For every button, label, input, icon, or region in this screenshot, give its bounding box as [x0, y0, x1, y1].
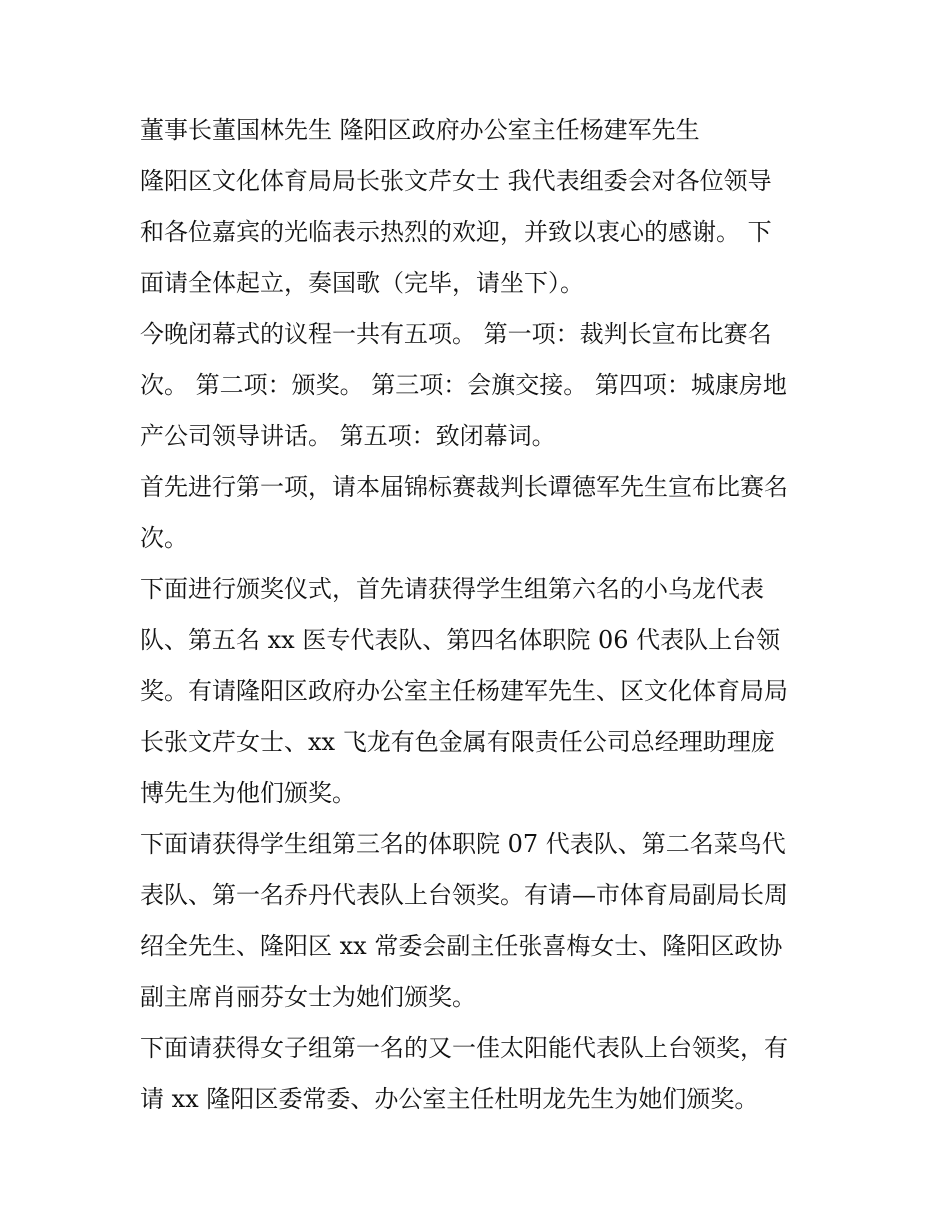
text-line: 博先生为他们颁奖。	[140, 779, 356, 807]
text-line: 请 xx 隆阳区委常委、办公室主任杜明龙先生为她们颁奖。	[140, 1085, 759, 1113]
text-line: 次。	[140, 524, 188, 552]
text-line: 长张文芹女士、xx 飞龙有色金属有限责任公司总经理助理庞	[140, 728, 775, 756]
text-line: 首先进行第一项，请本届锦标赛裁判长谭德军先生宣布比赛名	[140, 473, 788, 501]
text-line: 董事长董国林先生 隆阳区政府办公室主任杨建军先生	[140, 116, 700, 144]
text-line: 今晚闭幕式的议程一共有五项。 第一项：裁判长宣布比赛名	[140, 320, 772, 348]
text-line: 和各位嘉宾的光临表示热烈的欢迎，并致以衷心的感谢。 下	[140, 218, 772, 246]
paragraph-awards-student-lower	[140, 567, 812, 822]
text-line: 隆阳区文化体育局局长张文芹女士 我代表组委会对各位领导	[140, 167, 772, 195]
text-line: 下面进行颁奖仪式，首先请获得学生组第六名的小乌龙代表	[140, 575, 764, 603]
paragraph-item-one	[140, 465, 812, 567]
paragraph-awards-student-top	[140, 822, 812, 1026]
paragraph-title-line	[140, 108, 812, 159]
text-line: 面请全体起立，奏国歌（完毕，请坐下）。	[140, 269, 584, 297]
text-line: 产公司领导讲话。 第五项：致闭幕词。	[140, 422, 556, 450]
text-line: 下面请获得女子组第一名的又一佳太阳能代表队上台领奖，有	[140, 1034, 788, 1062]
text-line: 绍全先生、隆阳区 xx 常委会副主任张喜梅女士、隆阳区政协	[140, 932, 783, 960]
paragraph-welcome	[140, 159, 812, 312]
text-line: 奖。有请隆阳区政府办公室主任杨建军先生、区文化体育局局	[140, 677, 788, 705]
text-line: 副主席肖丽芬女士为她们颁奖。	[140, 983, 476, 1011]
text-line: 表队、第一名乔丹代表队上台领奖。有请—市体育局副局长周	[140, 881, 788, 909]
paragraph-agenda	[140, 312, 812, 465]
text-line: 下面请获得学生组第三名的体职院 07 代表队、第二名菜鸟代	[140, 830, 786, 858]
text-line: 队、第五名 xx 医专代表队、第四名体职院 06 代表队上台领	[140, 626, 781, 654]
text-line: 次。 第二项：颁奖。 第三项：会旗交接。 第四项：城康房地	[140, 371, 787, 399]
paragraph-awards-women	[140, 1026, 812, 1128]
document-body	[140, 108, 812, 1128]
